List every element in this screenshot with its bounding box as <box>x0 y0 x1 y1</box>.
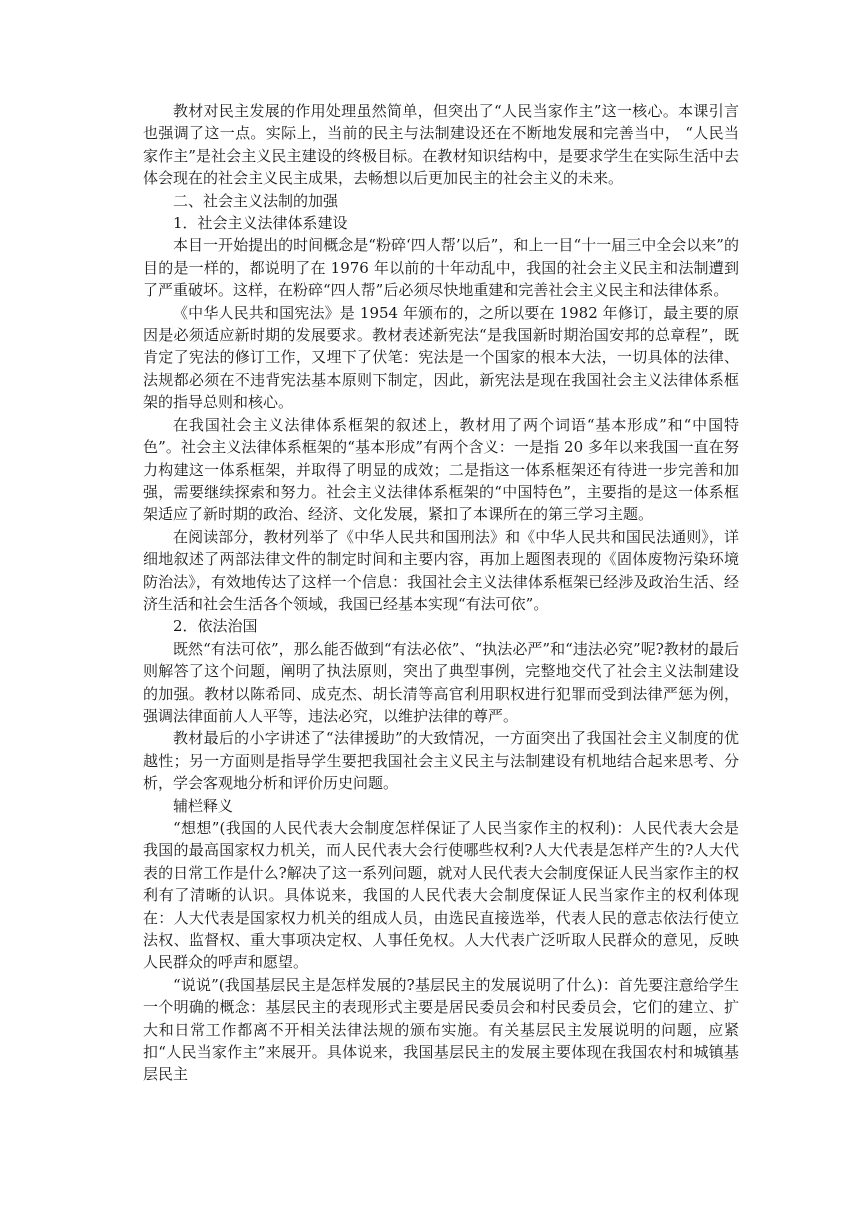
paragraph-framework-features: 在我国社会主义法律体系框架的叙述上，教材用了两个词语“基本形成”和“中国特色”。社会主义法律体系框架的“基本形成”有两个含义：一是指 20 多年以来我国一直在努力构建这一体系框架，并取得了明显的成效；二是指这一体系框架还有待进一步完善和加强，需要继续探索和努力。社会主义法律体系框架的“中国特色”，主要指的是这一体系框架适应了新时期的政治、经济、文化发展，紧扣了本课所在的第三学习主题。 <box>143 415 739 524</box>
subheading-rule-of-law: 2．依法治国 <box>173 617 258 636</box>
paragraph-legal-aid: 教材最后的小字讲述了“法律援助”的大致情况，一方面突出了我国社会主义制度的优越性；另一方面则是指导学生要把我国社会主义民主与法制建设有机地结合起来思考、分析，学会客观地分析和评价历史问题。 <box>143 729 739 793</box>
subheading-sidebar-notes: 辅栏释义 <box>173 796 234 815</box>
paragraph-constitution: 《中华人民共和国宪法》是 1954 年颁布的，之所以要在 1982 年修订，最主要的原因是必须适应新时期的发展要求。教材表述新宪法“是我国新时期治国安邦的总章程”，既肯定了宪法的修订工作，又埋下了伏笔：宪法是一个国家的根本大法，一切具体的法律、法规都必须在不违背宪法基本原则下制定，因此，新宪法是现在我国社会主义法律体系框架的指导总则和核心。 <box>143 303 739 412</box>
document-body <box>143 100 739 1086</box>
section-heading-legal-system: 二、社会主义法制的加强 <box>173 191 339 210</box>
subheading-legal-framework: 1．社会主义法律体系建设 <box>173 214 348 233</box>
paragraph-discuss: “说说”(我国基层民主是怎样发展的?基层民主的发展说明了什么)：首先要注意给学生一个明确的概念：基层民主的表现形式主要是居民委员会和村民委员会，它们的建立、扩大和日常工作都离不开相关法律法规的颁布实施。有关基层民主发展说明的问题，应紧扣“人民当家作主”来展开。具体说来，我国基层民主的发展主要体现在我国农村和城镇基层民主 <box>143 975 739 1084</box>
paragraph-think: “想想”(我国的人民代表大会制度怎样保证了人民当家作主的权利)：人民代表大会是我国的最高国家权力机关，而人民代表大会行使哪些权利?人大代表是怎样产生的?人大代表的日常工作是什么?解决了这一系列问题，就对人民代表大会制度保证人民当家作主的权利有了清晰的认识。具体说来，我国的人民代表大会制度保证人民当家作主的权利体现在：人大代表是国家权力机关的组成人员，由选民直接选举，代表人民的意志依法行使立法权、监督权、重大事项决定权、人事任免权。人大代表广泛听取人民群众的意见，反映人民群众的呼声和愿望。 <box>143 819 739 972</box>
paragraph-intro: 教材对民主发展的作用处理虽然简单，但突出了“人民当家作主”这一核心。本课引言也强调了这一点。实际上，当前的民主与法制建设还在不断地发展和完善当中， “人民当家作主”是社会主义民主建设的终极目标。在教材知识结构中，是要求学生在实际生活中去体会现在的社会主义民主成果，去畅想以后更加民主的社会主义的未来。 <box>143 102 739 188</box>
paragraph-enforcement: 既然“有法可依”，那么能否做到“有法必依”、“执法必严”和“违法必究”呢?教材的最后则解答了这个问题，阐明了执法原则，突出了典型事例，完整地交代了社会主义法制建设的加强。教材以陈希同、成克杰、胡长清等高官利用职权进行犯罪而受到法律严惩为例，强调法律面前人人平等，违法必究，以维护法律的尊严。 <box>143 639 739 725</box>
paragraph-time-concept: 本目一开始提出的时间概念是“粉碎‘四人帮’以后”，和上一目“十一届三中全会以来”的目的是一样的，都说明了在 1976 年以前的十年动乱中，我国的社会主义民主和法制遭到了严重破坏。这样，在粉碎“四人帮”后必须尽快地重建和完善社会主义民主和法律体系。 <box>143 236 739 300</box>
paragraph-reading-section: 在阅读部分，教材列举了《中华人民共和国刑法》和《中华人民共和国民法通则》，详细地叙述了两部法律文件的制定时间和主要内容，再加上题图表现的《固体废物污染环境防治法》，有效地传达了这样一个信息：我国社会主义法律体系框架已经涉及政治生活、经济生活和社会生活各个领域，我国已经基本实现“有法可依”。 <box>143 527 739 613</box>
